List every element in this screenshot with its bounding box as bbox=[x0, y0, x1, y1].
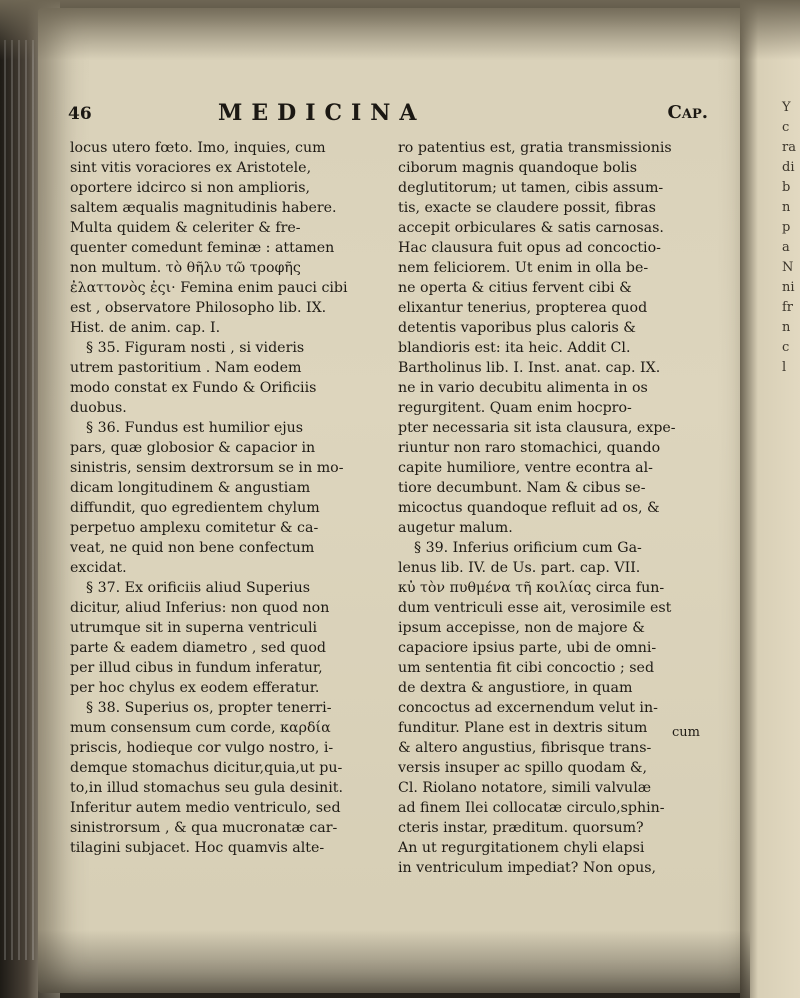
text-line: § 39. Inferius orificium cum Ga- bbox=[414, 540, 642, 556]
text-line: Bartholinus lib. I. Inst. anat. cap. IX. bbox=[398, 360, 661, 376]
text-line: oportere idcirco si non amplioris, bbox=[70, 180, 310, 196]
next-page-fragment: n bbox=[782, 200, 791, 215]
text-line: mum consensum cum corde, καρδία bbox=[70, 720, 331, 736]
text-line: ne operta & citius fervent cibi & bbox=[398, 280, 632, 296]
left-text-column bbox=[70, 138, 385, 858]
text-line: ἐλαττονὸς ἐςι· Femina enim pauci cibi bbox=[70, 280, 348, 296]
text-line: ne in vario decubitu alimenta in os bbox=[398, 380, 648, 396]
text-line: blandioris est: ita heic. Addit Cl. bbox=[398, 340, 631, 356]
text-line: tis, exacte se claudere possit, fibras bbox=[398, 200, 656, 216]
text-line: § 37. Ex orificiis aliud Superius bbox=[86, 580, 311, 596]
text-line: pars, quæ globosior & capacior in bbox=[70, 440, 316, 456]
text-line: accepit orbiculares & satis carnosas. bbox=[398, 220, 664, 236]
next-page-fragment: l bbox=[782, 360, 787, 375]
text-line: veat, ne quid non bene confectum bbox=[70, 540, 315, 556]
next-page-fragment: c bbox=[782, 340, 790, 355]
right-text-column bbox=[398, 138, 720, 878]
text-line: κὐ τὸν πυθμένα τῆ κοιλίας circa fun- bbox=[398, 580, 665, 596]
text-line: capite humiliore, ventre econtra al- bbox=[398, 460, 653, 476]
text-line: elixantur tenerius, propterea quod bbox=[398, 300, 648, 316]
text-line: duobus. bbox=[70, 400, 127, 416]
text-line: diffundit, quo egredientem chylum bbox=[70, 500, 320, 516]
text-line: um sententia fit cibi concoctio ; sed bbox=[398, 660, 655, 676]
text-line: dicam longitudinem & angustiam bbox=[70, 480, 311, 496]
next-page-fragment: fr bbox=[782, 300, 794, 315]
text-line: ad finem Ilei collocatæ circulo,sphin- bbox=[398, 800, 665, 816]
text-line: riuntur non raro stomachici, quando bbox=[398, 440, 661, 456]
text-line: locus utero fœto. Imo, inquies, cum bbox=[70, 140, 326, 156]
text-line: § 38. Superius os, propter tenerri- bbox=[86, 700, 332, 716]
text-line: detentis vaporibus plus caloris & bbox=[398, 320, 636, 336]
text-line: versis insuper ac spillo quodam &, bbox=[398, 760, 648, 776]
text-line: augetur malum. bbox=[398, 520, 513, 536]
next-page-fragment: a bbox=[782, 240, 790, 255]
next-page-fragment: p bbox=[782, 220, 791, 235]
text-line: perpetuo amplexu comitetur & ca- bbox=[70, 520, 319, 536]
text-line: modo constat ex Fundo & Orificiis bbox=[70, 380, 317, 396]
text-line: lenus lib. IV. de Us. part. cap. VII. bbox=[398, 560, 641, 576]
text-line: Cl. Riolano notatore, simili valvulæ bbox=[398, 780, 652, 796]
page-number: 46 bbox=[68, 104, 92, 124]
text-line: saltem æqualis magnitudinis habere. bbox=[70, 200, 337, 216]
catchword: cum bbox=[672, 725, 700, 740]
text-line: sint vitis voraciores ex Aristotele, bbox=[70, 160, 312, 176]
top-shadow bbox=[0, 0, 800, 60]
next-page-fragment: Y bbox=[782, 100, 791, 115]
text-line: per hoc chylus ex eodem efferatur. bbox=[70, 680, 320, 696]
text-line: sinistris, sensim dextrorsum se in mo- bbox=[70, 460, 344, 476]
text-line: nem feliciorem. Ut enim in olla be- bbox=[398, 260, 649, 276]
text-line: quenter comedunt feminæ : attamen bbox=[70, 240, 335, 256]
text-line: § 35. Figuram nosti , si videris bbox=[86, 340, 305, 356]
text-line: ipsum accepisse, non de majore & bbox=[398, 620, 645, 636]
text-line: capaciore ipsius parte, ubi de omni- bbox=[398, 640, 657, 656]
text-line: to,in illud stomachus seu gula desinit. bbox=[70, 780, 343, 796]
text-line: concoctus ad excernendum velut in- bbox=[398, 700, 658, 716]
text-line: micoctus quandoque refluit ad os, & bbox=[398, 500, 660, 516]
page-header bbox=[68, 100, 708, 130]
bottom-shadow bbox=[38, 930, 750, 998]
text-line: utrumque sit in superna ventriculi bbox=[70, 620, 318, 636]
text-line: in ventriculum impediat? Non opus, bbox=[398, 860, 656, 876]
text-line: per illud cibus in fundum inferatur, bbox=[70, 660, 323, 676]
chapter-heading: Cap. bbox=[667, 102, 708, 123]
next-page-fragment: n bbox=[782, 320, 791, 335]
text-line: tiore decumbunt. Nam & cibus se- bbox=[398, 480, 646, 496]
text-line: § 36. Fundus est humilior ejus bbox=[86, 420, 304, 436]
next-page-fragment: b bbox=[782, 180, 791, 195]
next-page-edge bbox=[740, 0, 800, 998]
text-line: & altero angustius, fibrisque trans- bbox=[398, 740, 652, 756]
text-line: excidat. bbox=[70, 560, 127, 576]
text-line: cteris instar, præditum. quorsum? bbox=[398, 820, 644, 836]
text-line: de dextra & angustiore, in quam bbox=[398, 680, 633, 696]
text-line: dicitur, aliud Inferius: non quod non bbox=[70, 600, 330, 616]
running-title: MEDICINA bbox=[218, 100, 426, 126]
text-line: regurgitent. Quam enim hocpro- bbox=[398, 400, 632, 416]
text-line: pter necessaria sit ista clausura, expe- bbox=[398, 420, 676, 436]
text-line: tilagini subjacet. Hoc quamvis alte- bbox=[70, 840, 325, 856]
text-line: An ut regurgitationem chyli elapsi bbox=[398, 840, 645, 856]
text-line: priscis, hodieque cor vulgo nostro, i- bbox=[70, 740, 334, 756]
text-line: est , observatore Philosopho lib. IX. bbox=[70, 300, 327, 316]
text-line: Hist. de anim. cap. I. bbox=[70, 320, 221, 336]
text-line: Inferitur autem medio ventriculo, sed bbox=[70, 800, 341, 816]
next-page-fragment: ra bbox=[782, 140, 796, 155]
text-line: dum ventriculi esse ait, verosimile est bbox=[398, 600, 672, 616]
text-line: funditur. Plane est in dextris situm bbox=[398, 720, 648, 736]
next-page-fragment: ni bbox=[782, 280, 795, 295]
text-line: Multa quidem & celeriter & fre- bbox=[70, 220, 301, 236]
text-line: demque stomachus dicitur,quia,ut pu- bbox=[70, 760, 343, 776]
text-line: ro patentius est, gratia transmissionis bbox=[398, 140, 672, 156]
text-line: parte & eadem diametro , sed quod bbox=[70, 640, 326, 656]
next-page-fragment: N bbox=[782, 260, 794, 275]
next-page-fragment: di bbox=[782, 160, 795, 175]
text-line: non multum. τὸ θῆλυ τῶ τροφῆς bbox=[70, 260, 301, 276]
text-line: ciborum magnis quandoque bolis bbox=[398, 160, 637, 176]
text-line: utrem pastoritium . Nam eodem bbox=[70, 360, 302, 376]
text-line: sinistrorsum , & qua mucronatæ car- bbox=[70, 820, 338, 836]
text-line: Hac clausura fuit opus ad concoctio- bbox=[398, 240, 661, 256]
text-line: deglutitorum; ut tamen, cibis assum- bbox=[398, 180, 664, 196]
next-page-fragment: c bbox=[782, 120, 790, 135]
